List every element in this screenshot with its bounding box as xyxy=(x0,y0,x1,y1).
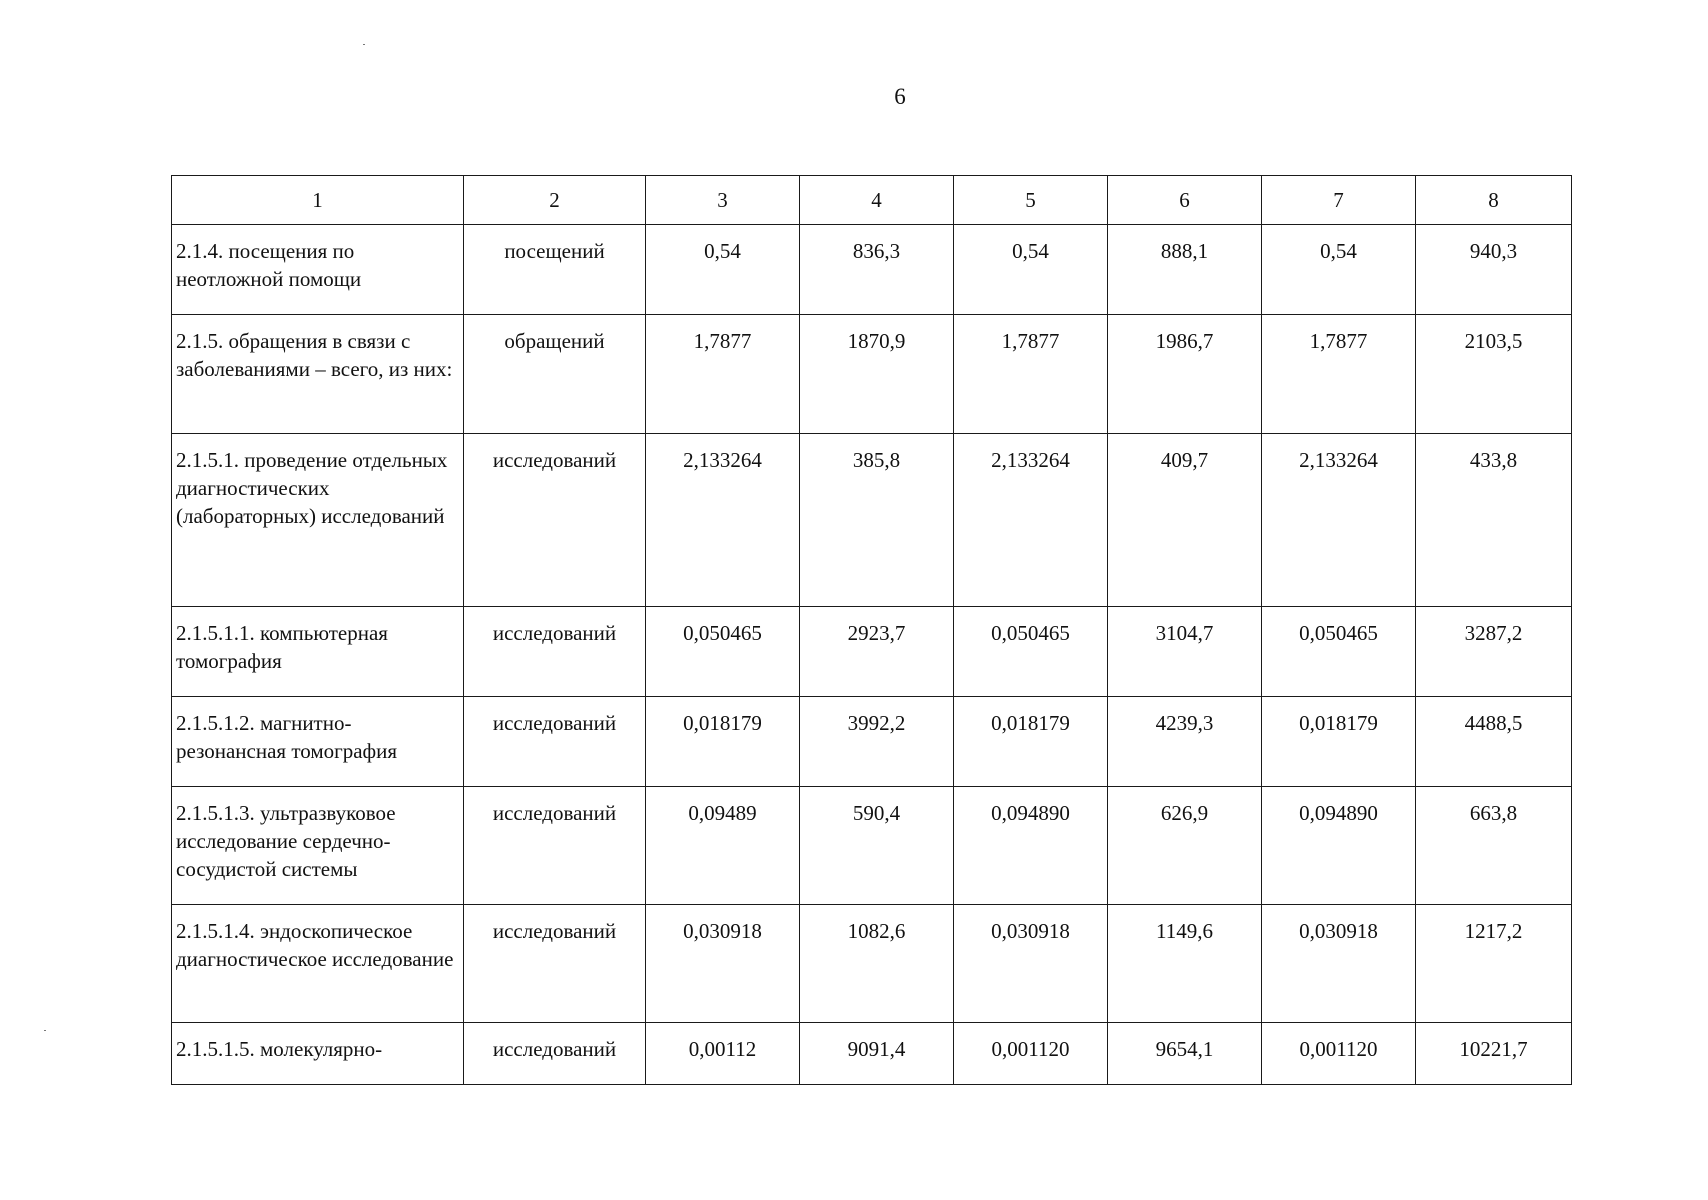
row-name-cell: 2.1.5. обращения в связи с заболеваниями – всего, из них: xyxy=(172,315,464,434)
value-cell: 0,018179 xyxy=(646,697,800,787)
value-cell: 1,7877 xyxy=(646,315,800,434)
value-cell: 4239,3 xyxy=(1108,697,1262,787)
value-cell: 0,54 xyxy=(646,225,800,315)
table-row xyxy=(172,787,1572,905)
value-cell: 9091,4 xyxy=(800,1023,954,1085)
data-table xyxy=(171,175,1572,1085)
value-cell: 836,3 xyxy=(800,225,954,315)
value-cell: 2,133264 xyxy=(646,434,800,607)
row-unit-cell: обращений xyxy=(464,315,646,434)
table-header-row xyxy=(172,176,1572,225)
column-header: 7 xyxy=(1262,176,1416,225)
table-row xyxy=(172,905,1572,1023)
value-cell: 10221,7 xyxy=(1416,1023,1572,1085)
value-cell: 2,133264 xyxy=(954,434,1108,607)
column-header: 3 xyxy=(646,176,800,225)
value-cell: 9654,1 xyxy=(1108,1023,1262,1085)
table-row xyxy=(172,1023,1572,1085)
row-unit-cell: исследований xyxy=(464,434,646,607)
value-cell: 0,001120 xyxy=(1262,1023,1416,1085)
value-cell: 1149,6 xyxy=(1108,905,1262,1023)
row-name-cell: 2.1.5.1.4. эндоскопическое диагностическое исследование xyxy=(172,905,464,1023)
column-header: 1 xyxy=(172,176,464,225)
scan-speck xyxy=(363,44,365,45)
value-cell: 409,7 xyxy=(1108,434,1262,607)
column-header: 8 xyxy=(1416,176,1572,225)
value-cell: 4488,5 xyxy=(1416,697,1572,787)
value-cell: 0,00112 xyxy=(646,1023,800,1085)
value-cell: 0,094890 xyxy=(1262,787,1416,905)
value-cell: 1082,6 xyxy=(800,905,954,1023)
row-unit-cell: исследований xyxy=(464,1023,646,1085)
value-cell: 0,050465 xyxy=(646,607,800,697)
value-cell: 940,3 xyxy=(1416,225,1572,315)
value-cell: 385,8 xyxy=(800,434,954,607)
value-cell: 433,8 xyxy=(1416,434,1572,607)
value-cell: 0,050465 xyxy=(1262,607,1416,697)
value-cell: 0,030918 xyxy=(1262,905,1416,1023)
value-cell: 1,7877 xyxy=(954,315,1108,434)
value-cell: 1870,9 xyxy=(800,315,954,434)
value-cell: 888,1 xyxy=(1108,225,1262,315)
row-unit-cell: исследований xyxy=(464,697,646,787)
value-cell: 0,001120 xyxy=(954,1023,1108,1085)
value-cell: 626,9 xyxy=(1108,787,1262,905)
row-name-cell: 2.1.5.1.3. ультразвуковое исследование сердечно-сосудистой системы xyxy=(172,787,464,905)
row-unit-cell: исследований xyxy=(464,787,646,905)
table-row xyxy=(172,315,1572,434)
row-name-cell: 2.1.4. посещения по неотложной помощи xyxy=(172,225,464,315)
value-cell: 0,094890 xyxy=(954,787,1108,905)
table-row xyxy=(172,607,1572,697)
value-cell: 0,54 xyxy=(954,225,1108,315)
row-name-cell: 2.1.5.1. проведение отдельных диагностических (лабораторных) исследований xyxy=(172,434,464,607)
row-name-cell: 2.1.5.1.2. магнитно-резонансная томография xyxy=(172,697,464,787)
value-cell: 3992,2 xyxy=(800,697,954,787)
value-cell: 1217,2 xyxy=(1416,905,1572,1023)
table-row xyxy=(172,434,1572,607)
page-number: 6 xyxy=(894,84,906,109)
value-cell: 663,8 xyxy=(1416,787,1572,905)
row-unit-cell: исследований xyxy=(464,607,646,697)
value-cell: 2,133264 xyxy=(1262,434,1416,607)
value-cell: 1,7877 xyxy=(1262,315,1416,434)
value-cell: 0,54 xyxy=(1262,225,1416,315)
row-name-cell: 2.1.5.1.5. молекулярно- xyxy=(172,1023,464,1085)
value-cell: 0,030918 xyxy=(646,905,800,1023)
scan-speck xyxy=(44,1030,46,1031)
table-row xyxy=(172,697,1572,787)
column-header: 5 xyxy=(954,176,1108,225)
table-row xyxy=(172,225,1572,315)
row-unit-cell: посещений xyxy=(464,225,646,315)
row-unit-cell: исследований xyxy=(464,905,646,1023)
value-cell: 0,030918 xyxy=(954,905,1108,1023)
value-cell: 0,018179 xyxy=(954,697,1108,787)
value-cell: 1986,7 xyxy=(1108,315,1262,434)
value-cell: 3287,2 xyxy=(1416,607,1572,697)
value-cell: 0,09489 xyxy=(646,787,800,905)
value-cell: 0,018179 xyxy=(1262,697,1416,787)
value-cell: 2103,5 xyxy=(1416,315,1572,434)
value-cell: 2923,7 xyxy=(800,607,954,697)
column-header: 4 xyxy=(800,176,954,225)
row-name-cell: 2.1.5.1.1. компьютерная томография xyxy=(172,607,464,697)
value-cell: 0,050465 xyxy=(954,607,1108,697)
column-header: 2 xyxy=(464,176,646,225)
column-header: 6 xyxy=(1108,176,1262,225)
value-cell: 3104,7 xyxy=(1108,607,1262,697)
value-cell: 590,4 xyxy=(800,787,954,905)
